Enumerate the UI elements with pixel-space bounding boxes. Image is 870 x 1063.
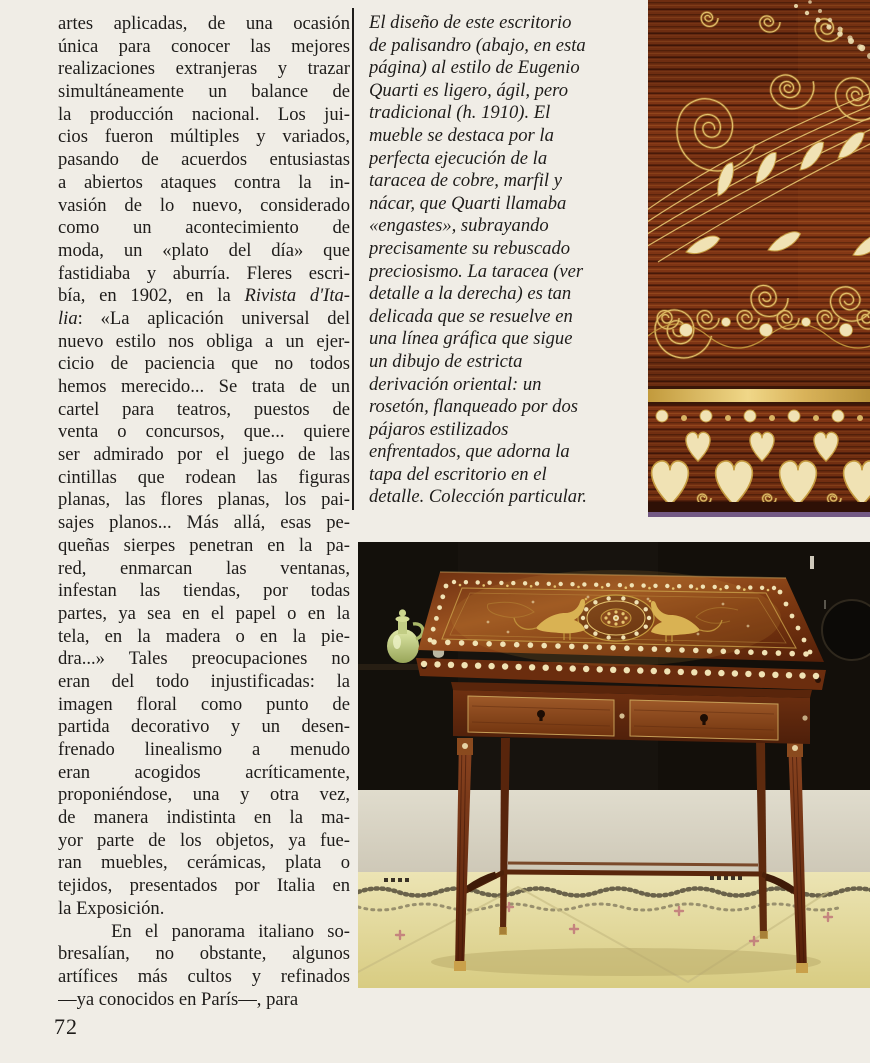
- text-line: taracea de cobre, marfil y: [369, 170, 562, 192]
- text-line: frenado linealismo a menudo: [58, 739, 350, 760]
- text-line: nuevo estilo nos obliga a un ejer-: [58, 330, 350, 352]
- text-line: fastidiaba y aburría. Fleres escri-: [58, 262, 350, 284]
- text-line: pájaros estilizados: [369, 418, 509, 440]
- text-line: artífices más cultos y refinados: [58, 965, 350, 987]
- text-line: de palisandro (abajo, en esta: [369, 34, 586, 56]
- text-line: bresalían, no obstante, algunos: [58, 943, 350, 965]
- text-line: vasión de lo nuevo, considerado: [58, 194, 350, 216]
- text-line: hemos merecido... Se trata de un: [58, 376, 350, 397]
- text-line: perfecta ejecución de la: [369, 147, 548, 169]
- text-line: eran acogidos acríticamente,: [58, 761, 350, 783]
- text-line: la Exposición.: [58, 897, 165, 919]
- text-line: a abiertos ataques contra la in-: [58, 171, 350, 193]
- text-line: lia: «La aplicación universal del: [58, 307, 350, 329]
- text-line: ser admirado por el juego de las: [58, 444, 350, 466]
- text-line: de manera indistinta en la ma-: [58, 807, 350, 829]
- text-line: cicio de paciencia que no todos: [58, 353, 350, 375]
- text-line: red, enmarcan las ventanas,: [58, 557, 350, 579]
- body-text-column: [58, 13, 350, 1011]
- text-line: tejidos, presentados por Italia en: [58, 875, 350, 897]
- text-line: «engastes», subrayando: [369, 215, 549, 237]
- text-line: moda, un «plato del día» que: [58, 239, 350, 261]
- paragraph: [58, 13, 350, 921]
- text-line: tradicional (h. 1910). El: [369, 102, 551, 124]
- marquetry-detail-image: [648, 0, 870, 517]
- background-object: [822, 600, 870, 660]
- text-line: realizaciones extranjeras y trazar: [58, 58, 350, 80]
- desk-photo-art: [358, 542, 870, 988]
- text-line: tapa del escritorio en el: [369, 463, 547, 485]
- text-line: partes, ya sea en el papel o en la: [58, 602, 350, 624]
- text-line: un dibujo de estricta: [369, 350, 523, 372]
- text-line: venta o concursos, que... quiere: [58, 421, 350, 443]
- text-line: El diseño de este escritorio: [369, 12, 572, 33]
- desk-photo: [358, 542, 870, 988]
- text-line: sajes planos... Más allá, esas pe-: [58, 512, 350, 534]
- text-line: ran muebles, cerámicas, plata o: [58, 852, 350, 874]
- text-line: enfrentados, que adorna la: [369, 441, 570, 463]
- text-line: queñas sierpes penetran en la pa-: [58, 534, 350, 556]
- text-line: proponiéndose, una y otra vez,: [58, 784, 350, 806]
- text-line: preciosismo. La taracea (ver: [369, 260, 584, 282]
- text-line: mueble se destaca por la: [369, 124, 554, 146]
- text-line: —ya conocidos en París—, para: [58, 988, 299, 1010]
- photo-caption: [369, 12, 641, 509]
- text-line: infestan las tiendas, por todas: [58, 580, 350, 602]
- text-line: Quarti es ligero, ágil, pero: [369, 79, 569, 101]
- text-line: planas, las flores planas, los pai-: [58, 489, 350, 511]
- text-line: pasando de acuerdos entusiastas: [58, 149, 350, 171]
- text-line: eran del todo injustificadas: la: [58, 670, 350, 692]
- text-line: única para conocer las mejores: [58, 35, 350, 57]
- text-line: delicada que se resuelve en: [369, 305, 573, 327]
- paragraph: [58, 921, 350, 1012]
- text-line: página) al estilo de Eugenio: [369, 57, 580, 79]
- text-line: dra...» Tales preocupaciones no: [58, 648, 350, 670]
- page-number: 72: [54, 1014, 78, 1039]
- text-line: cartel para teatros, puestos de: [58, 398, 350, 420]
- text-line: partida decorativo y un desen-: [58, 716, 350, 738]
- text-line: detalle a la derecha) es tan: [369, 283, 572, 305]
- text-line: una línea gráfica que sigue: [369, 328, 573, 350]
- marquetry-detail-art: [648, 0, 870, 517]
- text-line: detalle. Colección particular.: [369, 486, 587, 508]
- caption-divider-rule: [352, 8, 354, 510]
- text-line: cios fueron múltiples y variados,: [58, 126, 350, 148]
- text-line: cintillas que rodean las figuras: [58, 466, 350, 488]
- text-line: bía, en 1902, en la Rivista d'Ita-: [58, 285, 350, 307]
- text-line: precisamente su rebuscado: [369, 237, 571, 259]
- text-line: nácar, que Quarti llamaba: [369, 192, 567, 214]
- text-line: tela, en la madera o en la pie-: [58, 625, 350, 647]
- text-line: imagen floral como punto de: [58, 693, 350, 715]
- text-line: la producción nacional. Los jui-: [58, 103, 350, 125]
- text-line: como un acontecimiento de: [58, 217, 350, 239]
- text-line: artes aplicadas, de una ocasión: [58, 13, 350, 34]
- text-line: rosetón, flanqueado por dos: [369, 396, 579, 418]
- text-line: derivación oriental: un: [369, 373, 542, 395]
- text-line: yor parte de los objetos, ya fue-: [58, 829, 350, 851]
- text-line: En el panorama italiano so-: [58, 920, 350, 942]
- text-line: simultáneamente un balance de: [58, 81, 350, 103]
